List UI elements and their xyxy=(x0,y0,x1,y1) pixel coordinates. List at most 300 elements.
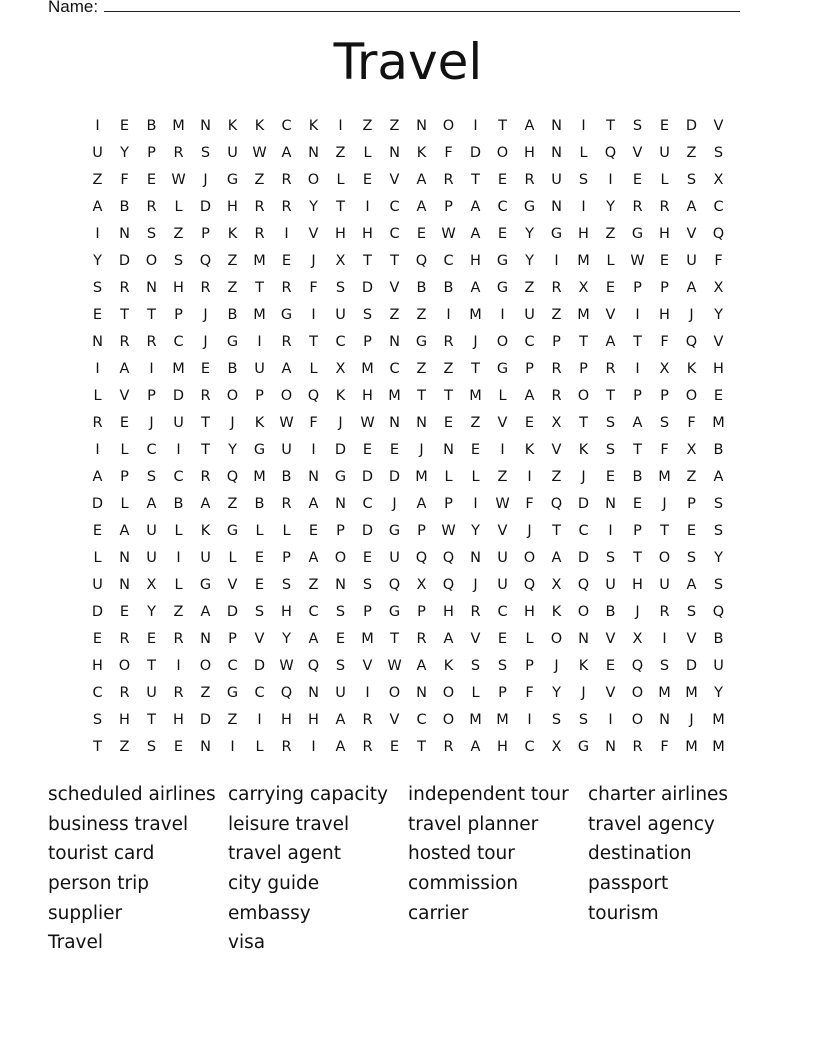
grid-letter: C xyxy=(281,118,292,134)
grid-letter: A xyxy=(308,550,319,566)
grid-letter: D xyxy=(388,469,401,485)
grid-letter: S xyxy=(146,739,157,755)
grid-letter: B xyxy=(416,280,427,296)
grid-letter: U xyxy=(551,172,562,188)
grid-letter: G xyxy=(199,577,212,593)
grid-letter: D xyxy=(226,604,239,620)
grid-letter: Q xyxy=(280,685,293,701)
grid-letter: I xyxy=(95,226,100,242)
grid-letter: L xyxy=(93,388,102,404)
grid-letter: Y xyxy=(525,253,534,269)
grid-letter: W xyxy=(279,415,294,431)
grid-letter: P xyxy=(417,604,426,620)
grid-row xyxy=(84,572,732,599)
grid-letter: M xyxy=(469,388,482,404)
word-bank-item: charter airlines xyxy=(588,784,729,805)
grid-row xyxy=(84,248,732,275)
grid-letter: C xyxy=(254,685,265,701)
grid-letter: C xyxy=(713,199,724,215)
grid-letter: F xyxy=(714,253,723,269)
grid-letter: A xyxy=(551,550,562,566)
grid-letter: G xyxy=(631,226,644,242)
grid-letter: D xyxy=(361,523,374,539)
grid-letter: M xyxy=(685,739,698,755)
grid-letter: D xyxy=(91,496,104,512)
grid-letter: R xyxy=(632,739,643,755)
grid-letter: T xyxy=(147,658,156,674)
grid-letter: I xyxy=(95,442,100,458)
grid-letter: I xyxy=(338,118,343,134)
grid-letter: P xyxy=(336,523,345,539)
grid-letter: S xyxy=(470,658,481,674)
grid-letter: T xyxy=(471,172,480,188)
grid-letter: R xyxy=(551,388,562,404)
grid-letter: A xyxy=(200,496,211,512)
grid-letter: O xyxy=(280,388,293,404)
grid-letter: C xyxy=(389,361,400,377)
grid-letter: C xyxy=(578,523,589,539)
word-bank-item: travel agent xyxy=(228,843,341,865)
grid-letter: B xyxy=(227,361,238,377)
grid-letter: E xyxy=(605,658,616,674)
grid-letter: A xyxy=(470,280,481,296)
word-bank-item: carrying capacity xyxy=(228,784,388,805)
grid-letter: Q xyxy=(199,253,212,269)
grid-letter: A xyxy=(119,523,130,539)
grid-letter: H xyxy=(227,199,238,215)
grid-letter: B xyxy=(632,469,643,485)
grid-letter: Y xyxy=(120,145,129,161)
grid-letter: B xyxy=(443,280,454,296)
grid-letter: Z xyxy=(551,469,562,485)
grid-letter: I xyxy=(527,712,532,728)
grid-letter: P xyxy=(660,388,669,404)
grid-letter: U xyxy=(497,550,508,566)
grid-letter: A xyxy=(92,469,103,485)
grid-letter: I xyxy=(500,307,505,323)
grid-letter: E xyxy=(281,253,292,269)
grid-letter: U xyxy=(200,550,211,566)
grid-letter: B xyxy=(605,604,616,620)
grid-letter: N xyxy=(92,334,103,350)
grid-letter: G xyxy=(388,523,401,539)
grid-letter: H xyxy=(281,712,292,728)
grid-letter: N xyxy=(335,577,346,593)
grid-letter: H xyxy=(281,604,292,620)
grid-letter: L xyxy=(174,199,183,215)
grid-letter: B xyxy=(713,631,724,647)
grid-letter: U xyxy=(254,361,265,377)
grid-letter: I xyxy=(311,739,316,755)
grid-letter: R xyxy=(416,631,427,647)
grid-letter: G xyxy=(226,523,239,539)
grid-letter: F xyxy=(525,685,534,701)
grid-letter: W xyxy=(252,145,267,161)
grid-letter: E xyxy=(497,631,508,647)
grid-letter: I xyxy=(608,523,613,539)
grid-letter: Z xyxy=(470,415,481,431)
grid-letter: W xyxy=(441,523,456,539)
grid-letter: C xyxy=(173,469,184,485)
grid-letter: P xyxy=(633,388,642,404)
grid-letter: R xyxy=(119,280,130,296)
grid-row xyxy=(84,383,732,410)
grid-letter: S xyxy=(659,415,670,431)
grid-letter: U xyxy=(497,577,508,593)
grid-letter: Q xyxy=(442,550,455,566)
grid-letter: Q xyxy=(712,226,725,242)
grid-letter: I xyxy=(608,712,613,728)
grid-letter: O xyxy=(388,685,401,701)
grid-letter: U xyxy=(389,550,400,566)
grid-letter: S xyxy=(173,253,184,269)
grid-letter: D xyxy=(91,604,104,620)
grid-letter: O xyxy=(199,658,212,674)
grid-letter: I xyxy=(662,631,667,647)
grid-letter: Q xyxy=(415,550,428,566)
grid-row xyxy=(84,302,732,329)
grid-letter: D xyxy=(361,280,374,296)
grid-letter: E xyxy=(362,550,373,566)
grid-letter: P xyxy=(525,361,534,377)
grid-letter: Z xyxy=(173,226,184,242)
grid-letter: X xyxy=(713,172,724,188)
grid-letter: C xyxy=(497,604,508,620)
grid-letter: Q xyxy=(226,469,239,485)
grid-letter: O xyxy=(496,334,509,350)
name-field xyxy=(48,0,740,17)
grid-letter: J xyxy=(203,334,208,350)
grid-letter: M xyxy=(577,253,590,269)
grid-letter: E xyxy=(497,226,508,242)
grid-letter: P xyxy=(147,388,156,404)
grid-letter: T xyxy=(579,415,588,431)
grid-letter: C xyxy=(362,496,373,512)
grid-letter: S xyxy=(335,604,346,620)
grid-letter: N xyxy=(578,631,589,647)
grid-letter: S xyxy=(605,550,616,566)
grid-row xyxy=(84,356,732,383)
grid-letter: U xyxy=(713,658,724,674)
grid-letter: M xyxy=(253,469,266,485)
grid-letter: L xyxy=(525,631,534,647)
grid-letter: M xyxy=(415,469,428,485)
grid-letter: G xyxy=(280,307,293,323)
grid-letter: L xyxy=(606,253,615,269)
grid-letter: Z xyxy=(416,307,427,323)
grid-letter: R xyxy=(254,226,265,242)
grid-letter: R xyxy=(362,739,373,755)
grid-letter: Z xyxy=(308,577,319,593)
grid-letter: A xyxy=(308,496,319,512)
grid-letter: T xyxy=(93,739,102,755)
grid-letter: X xyxy=(686,442,697,458)
grid-letter: E xyxy=(605,469,616,485)
grid-letter: I xyxy=(95,361,100,377)
grid-letter: D xyxy=(199,199,212,215)
grid-letter: R xyxy=(551,280,562,296)
grid-letter: N xyxy=(308,469,319,485)
word-bank-item: travel planner xyxy=(408,813,539,835)
grid-letter: H xyxy=(578,226,589,242)
grid-letter: C xyxy=(308,604,319,620)
grid-letter: U xyxy=(659,577,670,593)
grid-letter: N xyxy=(146,280,157,296)
grid-letter: U xyxy=(227,145,238,161)
grid-letter: L xyxy=(255,523,264,539)
grid-letter: R xyxy=(281,280,292,296)
grid-letter: J xyxy=(203,172,208,188)
grid-letter: R xyxy=(200,280,211,296)
grid-letter: T xyxy=(633,334,642,350)
grid-letter: X xyxy=(578,280,589,296)
grid-letter: I xyxy=(554,253,559,269)
grid-letter: U xyxy=(335,307,346,323)
grid-letter: M xyxy=(469,307,482,323)
grid-letter: R xyxy=(443,739,454,755)
grid-letter: N xyxy=(416,685,427,701)
grid-letter: T xyxy=(444,388,453,404)
grid-letter: N xyxy=(389,415,400,431)
grid-letter: J xyxy=(311,253,316,269)
grid-letter: N xyxy=(605,739,616,755)
grid-letter: Z xyxy=(605,226,616,242)
grid-letter: Z xyxy=(227,280,238,296)
grid-letter: E xyxy=(470,442,481,458)
grid-letter: T xyxy=(417,739,426,755)
grid-letter: S xyxy=(281,577,292,593)
grid-letter: R xyxy=(173,631,184,647)
grid-letter: J xyxy=(473,577,478,593)
grid-letter: N xyxy=(308,685,319,701)
grid-letter: K xyxy=(416,145,427,161)
grid-letter: L xyxy=(120,496,129,512)
grid-letter: S xyxy=(713,496,724,512)
grid-letter: X xyxy=(335,361,346,377)
word-bank-item: supplier xyxy=(48,902,123,924)
grid-letter: E xyxy=(119,415,130,431)
grid-letter: B xyxy=(713,442,724,458)
grid-letter: L xyxy=(444,469,453,485)
grid-letter: G xyxy=(226,172,239,188)
grid-letter: S xyxy=(686,550,697,566)
grid-letter: O xyxy=(577,388,590,404)
grid-letter: Z xyxy=(551,307,562,323)
grid-letter: E xyxy=(713,388,724,404)
grid-letter: J xyxy=(527,523,532,539)
word-bank-item: travel agency xyxy=(588,813,715,835)
grid-letter: H xyxy=(470,253,481,269)
grid-letter: A xyxy=(92,199,103,215)
grid-letter: Z xyxy=(389,118,400,134)
word-bank-item: tourism xyxy=(588,902,659,924)
grid-row xyxy=(84,167,732,194)
grid-letter: C xyxy=(524,739,535,755)
grid-letter: G xyxy=(496,253,509,269)
grid-letter: V xyxy=(497,415,508,431)
grid-letter: Q xyxy=(577,577,590,593)
grid-letter: A xyxy=(281,145,292,161)
grid-letter: G xyxy=(523,199,536,215)
grid-letter: W xyxy=(360,415,375,431)
grid-letter: Y xyxy=(309,199,318,215)
grid-letter: H xyxy=(173,712,184,728)
grid-letter: E xyxy=(686,523,697,539)
grid-letter: N xyxy=(389,145,400,161)
grid-letter: J xyxy=(581,685,586,701)
grid-letter: P xyxy=(687,496,696,512)
grid-letter: Z xyxy=(443,361,454,377)
grid-letter: X xyxy=(713,280,724,296)
grid-letter: J xyxy=(338,415,343,431)
grid-letter: S xyxy=(632,118,643,134)
grid-letter: Y xyxy=(552,685,561,701)
grid-letter: M xyxy=(712,712,725,728)
grid-letter: Q xyxy=(523,577,536,593)
grid-letter: M xyxy=(361,361,374,377)
grid-letter: P xyxy=(498,685,507,701)
grid-letter: C xyxy=(443,253,454,269)
grid-letter: L xyxy=(93,550,102,566)
grid-letter: A xyxy=(281,361,292,377)
grid-letter: I xyxy=(176,550,181,566)
grid-letter: M xyxy=(685,685,698,701)
word-bank-item: scheduled airlines xyxy=(48,784,216,805)
grid-letter: K xyxy=(524,442,535,458)
grid-letter: E xyxy=(524,415,535,431)
grid-letter: Z xyxy=(389,307,400,323)
grid-letter: K xyxy=(578,658,589,674)
grid-letter: T xyxy=(633,550,642,566)
grid-letter: V xyxy=(389,172,400,188)
grid-letter: M xyxy=(577,307,590,323)
grid-letter: P xyxy=(363,334,372,350)
grid-letter: H xyxy=(497,739,508,755)
grid-letter: C xyxy=(497,199,508,215)
word-bank-item: commission xyxy=(408,873,519,895)
grid-letter: S xyxy=(605,442,616,458)
grid-letter: R xyxy=(281,739,292,755)
grid-letter: A xyxy=(443,631,454,647)
grid-letter: N xyxy=(416,415,427,431)
grid-letter: P xyxy=(363,604,372,620)
grid-letter: I xyxy=(608,172,613,188)
grid-letter: G xyxy=(388,604,401,620)
grid-letter: C xyxy=(146,442,157,458)
grid-letter: B xyxy=(227,307,238,323)
grid-letter: M xyxy=(172,361,185,377)
grid-letter: R xyxy=(443,172,454,188)
grid-letter: R xyxy=(632,199,643,215)
grid-letter: I xyxy=(635,361,640,377)
grid-letter: S xyxy=(146,469,157,485)
grid-letter: H xyxy=(713,361,724,377)
grid-letter: S xyxy=(659,658,670,674)
grid-row xyxy=(84,626,732,653)
grid-letter: V xyxy=(713,118,724,134)
grid-letter: Q xyxy=(685,334,698,350)
grid-letter: D xyxy=(685,118,698,134)
grid-letter: P xyxy=(579,361,588,377)
grid-letter: T xyxy=(201,442,210,458)
grid-letter: S xyxy=(686,604,697,620)
grid-letter: E xyxy=(416,226,427,242)
grid-letter: V xyxy=(551,442,562,458)
grid-letter: Y xyxy=(606,199,615,215)
grid-letter: H xyxy=(362,388,373,404)
grid-letter: I xyxy=(149,361,154,377)
grid-letter: W xyxy=(630,253,645,269)
grid-letter: O xyxy=(442,685,455,701)
grid-letter: V xyxy=(362,658,373,674)
grid-letter: A xyxy=(335,712,346,728)
grid-letter: D xyxy=(685,658,698,674)
grid-letter: T xyxy=(606,118,615,134)
grid-letter: L xyxy=(363,145,372,161)
grid-letter: A xyxy=(200,604,211,620)
grid-letter: S xyxy=(362,577,373,593)
grid-letter: K xyxy=(200,523,211,539)
word-bank-item: visa xyxy=(228,932,266,954)
grid-row xyxy=(84,221,732,248)
grid-letter: A xyxy=(335,739,346,755)
grid-letter: L xyxy=(309,361,318,377)
grid-letter: K xyxy=(254,118,265,134)
grid-letter: D xyxy=(577,496,590,512)
grid-letter: N xyxy=(335,496,346,512)
grid-letter: V xyxy=(605,631,616,647)
word-bank-item: business travel xyxy=(48,813,189,835)
grid-letter: A xyxy=(416,172,427,188)
grid-letter: A xyxy=(686,280,697,296)
grid-letter: Q xyxy=(550,496,563,512)
grid-letter: P xyxy=(282,550,291,566)
grid-letter: W xyxy=(171,172,186,188)
grid-letter: H xyxy=(659,226,670,242)
grid-letter: N xyxy=(416,118,427,134)
grid-letter: T xyxy=(552,523,561,539)
grid-letter: S xyxy=(146,226,157,242)
grid-letter: U xyxy=(173,415,184,431)
grid-letter: Z xyxy=(497,469,508,485)
grid-row xyxy=(84,653,732,680)
grid-letter: T xyxy=(471,361,480,377)
grid-letter: D xyxy=(577,550,590,566)
grid-letter: C xyxy=(524,334,535,350)
grid-row xyxy=(84,464,732,491)
grid-letter: M xyxy=(712,739,725,755)
grid-letter: R xyxy=(281,172,292,188)
grid-letter: E xyxy=(659,253,670,269)
grid-letter: H xyxy=(659,307,670,323)
grid-letter: W xyxy=(495,496,510,512)
grid-letter: J xyxy=(230,415,235,431)
grid-letter: R xyxy=(605,361,616,377)
grid-letter: K xyxy=(227,118,238,134)
grid-letter: C xyxy=(389,226,400,242)
grid-letter: U xyxy=(92,145,103,161)
grid-letter: E xyxy=(605,280,616,296)
grid-letter: R xyxy=(254,199,265,215)
grid-letter: C xyxy=(173,334,184,350)
grid-letter: Z xyxy=(416,361,427,377)
grid-letter: S xyxy=(713,577,724,593)
grid-letter: O xyxy=(496,145,509,161)
grid-letter: O xyxy=(307,172,320,188)
grid-letter: B xyxy=(254,496,265,512)
grid-letter: R xyxy=(470,604,481,620)
grid-letter: T xyxy=(201,415,210,431)
